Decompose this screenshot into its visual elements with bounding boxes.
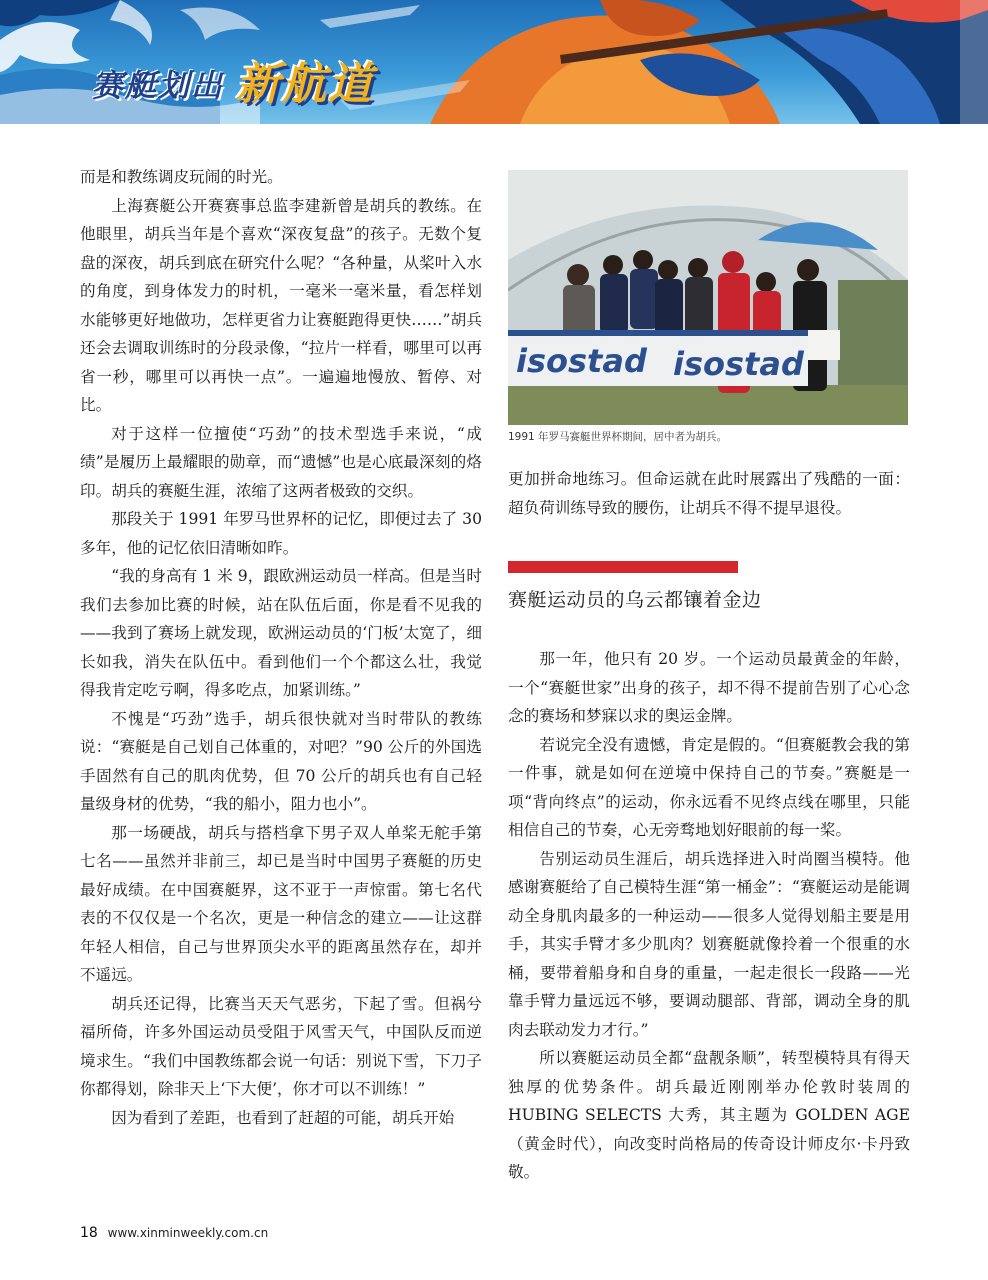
team-photo xyxy=(508,170,908,425)
paragraph: 那段关于 1991 年罗马世界杯的记忆，即便过去了 30 多年，他的记忆依旧清晰如昨。 xyxy=(80,510,482,557)
paragraph: 胡兵还记得，比赛当天天气恶劣，下起了雪。但祸兮福所倚，许多外国运动员受阻于风雪天气，中国队反而逆境求生。“我们中国教练都会说一句话：别说下雪，下刀子你都得划，除非天上‘下大便’，你才可以不训练！” xyxy=(80,994,482,1098)
paragraph: 对于这样一位擅使“巧劲”的技术型选手来说，“成绩”是履历上最耀眼的勋章，而“遗憾”也是心底最深刻的烙印。胡兵的赛艇生涯，浓缩了这两者极致的交织。 xyxy=(80,424,482,500)
photo-illustration xyxy=(508,170,908,425)
photo-banner-text-1: isostad xyxy=(516,342,647,380)
website-url: www.xinminweekly.com.cn xyxy=(107,1226,269,1240)
page-footer xyxy=(80,1225,268,1241)
right-column-top xyxy=(508,465,910,522)
banner-title-part1: 赛艇划出 xyxy=(92,68,224,104)
paragraph: 不愧是“巧劲”选手，胡兵很快就对当时带队的教练说：“赛艇是自己划自己体重的，对吧？”90 公斤的外国选手固然有自己的肌肉优势，但 70 公斤的胡兵也有自己轻量级身材的优势，“我的船小，阻力也小”。 xyxy=(80,709,482,813)
paragraph: 上海赛艇公开赛赛事总监李建新曾是胡兵的教练。在他眼里，胡兵当年是个喜欢“深夜复盘”的孩子。无数个复盘的深夜，胡兵到底在研究什么呢？“各种量，从桨叶入水的角度，到身体发力的时机，一毫米一毫米量，看怎样划水能够更好地做功，怎样更省力让赛艇跑得更快……”胡兵还会去调取训练时的分段录像，“拉片一样看，哪里可以再省一秒，哪里可以再快一点”。一遍遍地慢放、暂停、对比。 xyxy=(80,196,482,414)
photo-caption: 1991 年罗马赛艇世界杯期间，居中者为胡兵。 xyxy=(508,431,728,443)
page-number: 18 xyxy=(80,1225,98,1241)
paragraph: 告别运动员生涯后，胡兵选择进入时尚圈当模特。他感谢赛艇给了自己模特生涯“第一桶金”：“赛艇运动是能调动全身肌肉最多的一种运动——很多人觉得划船主要是用手，其实手臂才多少肌肉？划赛艇就像拎着一个很重的水桶，要带着船身和自身的重量，一起走很长一段路——光靠手臂力量远远不够，要调动腿部、背部，调动全身的肌肉去联动发力才行。” xyxy=(508,849,910,1039)
paragraph: 那一场硬战，胡兵与搭档拿下男子双人单桨无舵手第七名——虽然并非前三，却已是当时中国男子赛艇的历史最好成绩。在中国赛艇界，这不亚于一声惊雷。第七名代表的不仅仅是一个名次，更是一种信念的建立——让这群年轻人相信，自己与世界顶尖水平的距离虽然存在，却并不遥远。 xyxy=(80,823,482,984)
paragraph: 而是和教练调皮玩闹的时光。 xyxy=(80,168,283,186)
section-divider-bar xyxy=(508,561,738,573)
header-banner xyxy=(0,0,988,124)
section-heading: 赛艇运动员的乌云都镶着金边 xyxy=(508,589,762,611)
paragraph: 更加拼命地练习。但命运就在此时展露出了残酷的一面：超负荷训练导致的腰伤，让胡兵不得不提早退役。 xyxy=(508,470,910,517)
photo-banner-text-2: isostad xyxy=(673,345,804,383)
paragraph: “我的身高有 1 米 9，跟欧洲运动员一样高。但是当时我们去参加比赛的时候，站在队伍后面，你是看不见我的——我到了赛场上就发现，欧洲运动员的‘门板’太宽了，细长如我，消失在队伍中。看到他们一个个都这么壮，我觉得我肯定吃亏啊，得多吃点，加紧训练。” xyxy=(80,567,482,699)
right-column xyxy=(508,645,910,1187)
left-column xyxy=(80,163,482,1132)
paragraph: 那一年，他只有 20 岁。一个运动员最黄金的年龄，一个“赛艇世家”出身的孩子，却不得不提前告别了心心念念的赛场和梦寐以求的奥运金牌。 xyxy=(508,650,910,725)
paragraph: 若说完全没有遗憾，肯定是假的。“但赛艇教会我的第一件事，就是如何在逆境中保持自己的节奏。”赛艇是一项“背向终点”的运动，你永远看不见终点线在哪里，只能相信自己的节奏，心无旁骛地划好眼前的每一桨。 xyxy=(508,735,910,839)
paragraph: 因为看到了差距，也看到了赶超的可能，胡兵开始 xyxy=(111,1108,455,1127)
paragraph: 所以赛艇运动员全都“盘靓条顺”，转型模特具有得天独厚的优势条件。胡兵最近刚刚举办伦敦时装周的 HUBING SELECTS 大秀，其主题为 GOLDEN AGE（黄金时代），向改变时尚格局的传奇设计师皮尔·卡丹致敬。 xyxy=(508,1049,910,1181)
banner-title-part2: 新航道 xyxy=(236,59,374,110)
